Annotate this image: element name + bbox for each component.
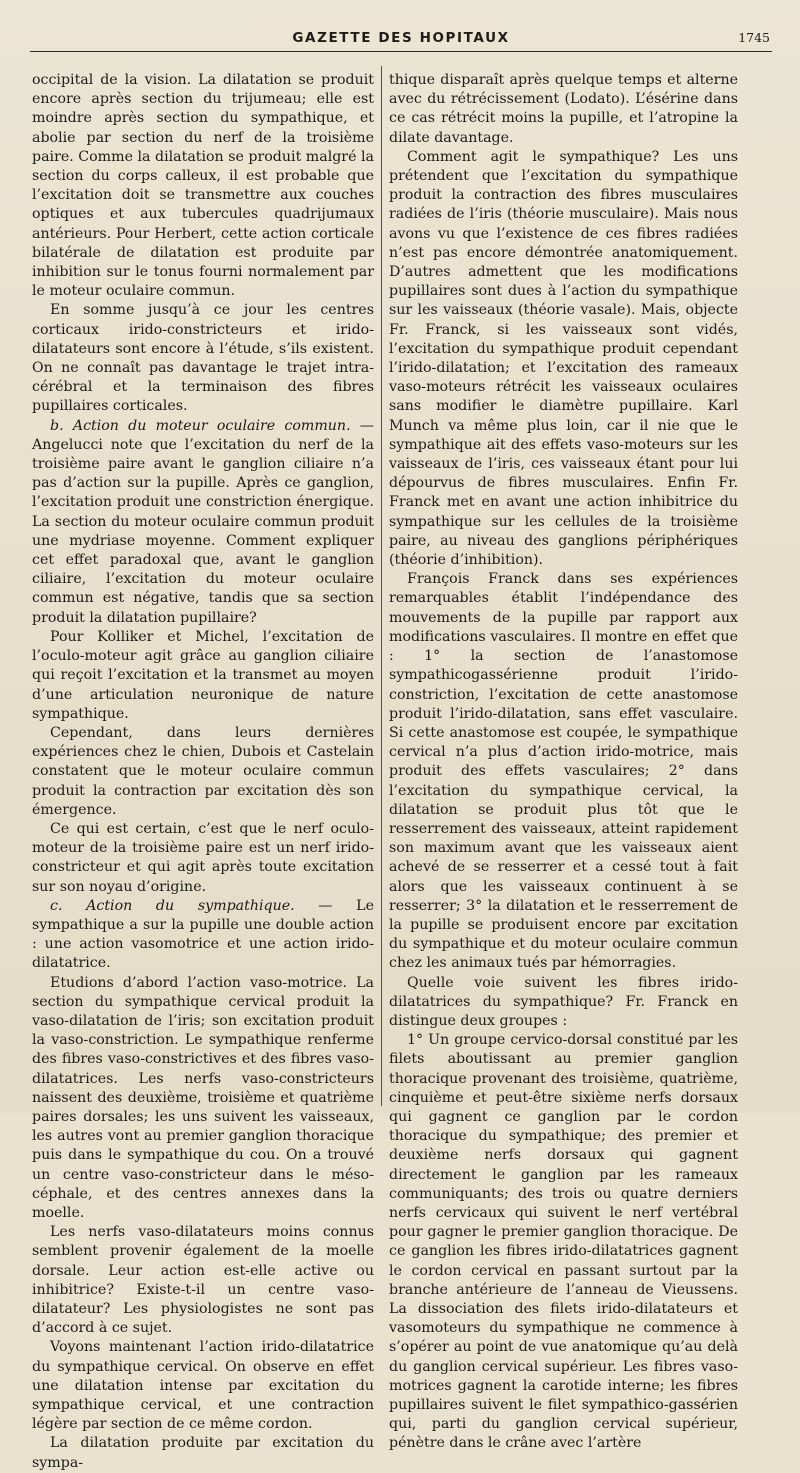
paragraph-text: — Le sympathique a sur la pupille une double action : une action vasomotrice et une action irido-dilatatrice. xyxy=(32,897,374,972)
paragraph xyxy=(32,897,374,974)
header-rule xyxy=(30,51,772,52)
right-column xyxy=(389,71,738,1452)
paragraph xyxy=(389,974,738,1032)
paragraph xyxy=(32,71,374,301)
paragraph-text: Ce qui est certain, c’est que le nerf oculo-moteur de la troisième paire est un nerf irido-constricteur et qui agit après toute excitation sur son noyau d’origine. xyxy=(32,820,374,895)
paragraph-text: 1° Un groupe cervico-dorsal constitué par les filets aboutissant au premier ganglion thoracique provenant des troisième, quatrième, cinquième et peut-être sixième nerfs dorsaux qui gagnent ce ganglion par le cordon thoracique du sympathique; des premier et deuxième nerfs dorsaux qui gagnent directement le ganglion par les rameaux communiquants; des trois ou quatre derniers nerfs cervicaux qui suivent le nerf vertébral pour gagner le premier ganglion thoracique. De ce ganglion les fibres irido-dilatatrices gagnent le cordon cervical en passant surtout par la branche antérieure de l’anneau de Vieussens. La dissociation des filets irido-dilatateurs et vasomoteurs du sympathique ne commence à s’opérer au point de vue anatomique qu’au delà du ganglion cervical supérieur. Les fibres vaso-motrices gagnent la carotide interne; les fibres pupillaires suivent le filet sympathico-gassérien qui, parti du ganglion cervical supérieur, pénètre dans le crâne avec l’artère xyxy=(389,1032,738,1452)
paragraph xyxy=(389,570,738,973)
paragraph xyxy=(32,1338,374,1434)
column-divider xyxy=(381,66,382,1106)
left-column xyxy=(32,71,374,1471)
paragraph xyxy=(32,1223,374,1338)
section-heading: b. Action du moteur oculaire commun. xyxy=(50,417,351,434)
paragraph xyxy=(389,1031,738,1453)
paragraph xyxy=(32,820,374,897)
paragraph-text: Etudions d’abord l’action vaso-motrice. La section du sympathique cervical produit la vaso-dilatation de l’iris; son excitation produit la vaso-constriction. Le sympathique renferme des fibres vaso-constrictives et des fibres vaso-dilatatrices. Les nerfs vaso-constricteurs naissent des deuxième, troisième et quatrième paires dorsales; les uns suivent les vaisseaux, les autres vont au premier ganglion thoracique puis dans le sympathique du cou. On a trouvé un centre vaso-constricteur dans le méso-céphale, et des centres annexes dans la moelle. xyxy=(32,974,374,1221)
paragraph-text: Voyons maintenant l’action irido-dilatatrice du sympathique cervical. On observe en effet une dilatation intense par excitation du sympathique cervical, et une contraction légère par section de ce même cordon. xyxy=(32,1339,374,1433)
paragraph-text: occipital de la vision. La dilatation se produit encore après section du trijumeau; elle est moindre après section du sympathique, et abolie par section du nerf de la troisième paire. Comme la dilatation se produit malgré la section du corps calleux, il est probable que l’excitation doit se transmettre aux couches optiques et aux tubercules quadrijumaux antérieurs. Pour Herbert, cette action corticale bilatérale de dilatation est produite par inhibition sur le tonus fourni normalement par le moteur oculaire commun. xyxy=(32,72,374,300)
paragraph-text: La dilatation produite par excitation du sympa- xyxy=(32,1435,374,1471)
paragraph-text: Les nerfs vaso-dilatateurs moins connus semblent provenir également de la moelle dorsale. Leur action est-elle active ou inhibitrice? Existe-t-il un centre vaso-dilatateur? Les physiologistes ne sont pas d’accord à ce sujet. xyxy=(32,1224,374,1337)
paragraph-text: thique disparaît après quelque temps et alterne avec du rétrécissement (Lodato). L’ésérine dans ce cas rétrécit moins la pupille, et l’atropine la dilate davantage. xyxy=(389,72,738,146)
paragraph-text: François Franck dans ses expériences remarquables établit l’indépendance des mouvements de la pupille par rapport aux modifications vasculaires. Il montre en effet que : 1° la section de l’anastomose sympathicogassérienne produit l’irido-constriction, l’excitation de cette anastomose produit l’irido-dilatation, sans effet vasculaire. Si cette anastomose est coupée, le sympathique cervical n’a plus d’action irido-motrice, mais produit des effets vasculaires; 2° dans l’excitation du sympathique cervical, la dilatation se produit plus tôt que le resserrement des vaisseaux, atteint rapidement son maximum avant que les vaisseaux aient achevé de se resserrer et a cessé tout à fait alors que les vaisseaux continuent à se resserrer; 3° la dilatation et le resserrement de la pupille se produisent encore par excitation du sympathique et du moteur oculaire commun chez les animaux tués par hémorragies. xyxy=(389,571,738,972)
page-number: 1745 xyxy=(738,30,770,45)
paragraph-text: Comment agit le sympathique? Les uns prétendent que l’excitation du sympathique produit la contraction des fibres musculaires radiées de l’iris (théorie musculaire). Mais nous avons vu que l’existence de ces fibres radiées n’est pas encore démontrée anatomiquement. D’autres admettent que les modifications pupillaires sont dues à l’action du sympathique sur les vaisseaux (théorie vasale). Mais, objecte Fr. Franck, si les vaisseaux sont vidés, l’excitation du sympathique produit cependant l’irido-dilatation; et l’excitation des rameaux vaso-moteurs rétrécit les vaisseaux oculaires sans modifier le diamètre pupillaire. Karl Munch va même plus loin, car il nie que le sympathique ait des effets vaso-moteurs sur les vaisseaux de l’iris, ces vaisseaux étant pour lui dépourvus de fibres musculaires. Enfin Fr. Franck met en avant une action inhibitrice du sympathique sur les cellules de la troisième paire, au niveau des ganglions périphériques (théorie d’inhibition). xyxy=(389,148,738,569)
paragraph-text: Pour Kolliker et Michel, l’excitation de l’oculo-moteur agit grâce au ganglion ciliaire qui reçoit l’excitation et la transmet au moyen d’une articulation neuronique de nature sympathique. xyxy=(32,628,374,722)
paragraph-text: — Angelucci note que l’excitation du nerf de la troisième paire avant le ganglion ciliaire n’a pas d’action sur la pupille. Après ce ganglion, l’excitation produit une constriction énergique. La section du moteur oculaire commun produit une mydriase moyenne. Comment expliquer cet effet paradoxal que, avant le ganglion ciliaire, l’excitation du moteur oculaire commun est négative, tandis que sa section produit la dilatation pupillaire? xyxy=(32,417,374,626)
paragraph xyxy=(32,724,374,820)
paragraph-text: Cependant, dans leurs dernières expériences chez le chien, Dubois et Castelain constatent que le moteur oculaire commun produit la contraction par excitation dès son émergence. xyxy=(32,724,374,818)
section-heading: c. Action du sympathique. xyxy=(50,897,295,914)
paragraph xyxy=(32,417,374,628)
paragraph xyxy=(32,301,374,416)
paragraph xyxy=(389,148,738,570)
paragraph xyxy=(32,1434,374,1472)
paragraph-text: En somme jusqu’à ce jour les centres corticaux irido-constricteurs et irido-dilatateurs sont encore à l’étude, s’ils existent. On ne connaît pas davantage le trajet intra-cérébral et la terminaison des fibres pupillaires corticales. xyxy=(32,302,374,415)
journal-title: GAZETTE DES HOPITAUX xyxy=(292,30,510,46)
paragraph-text: Quelle voie suivent les fibres irido-dilatatrices du sympathique? Fr. Franck en distingue deux groupes : xyxy=(389,974,738,1029)
paragraph xyxy=(389,71,738,148)
paragraph xyxy=(32,628,374,724)
paragraph xyxy=(32,974,374,1224)
